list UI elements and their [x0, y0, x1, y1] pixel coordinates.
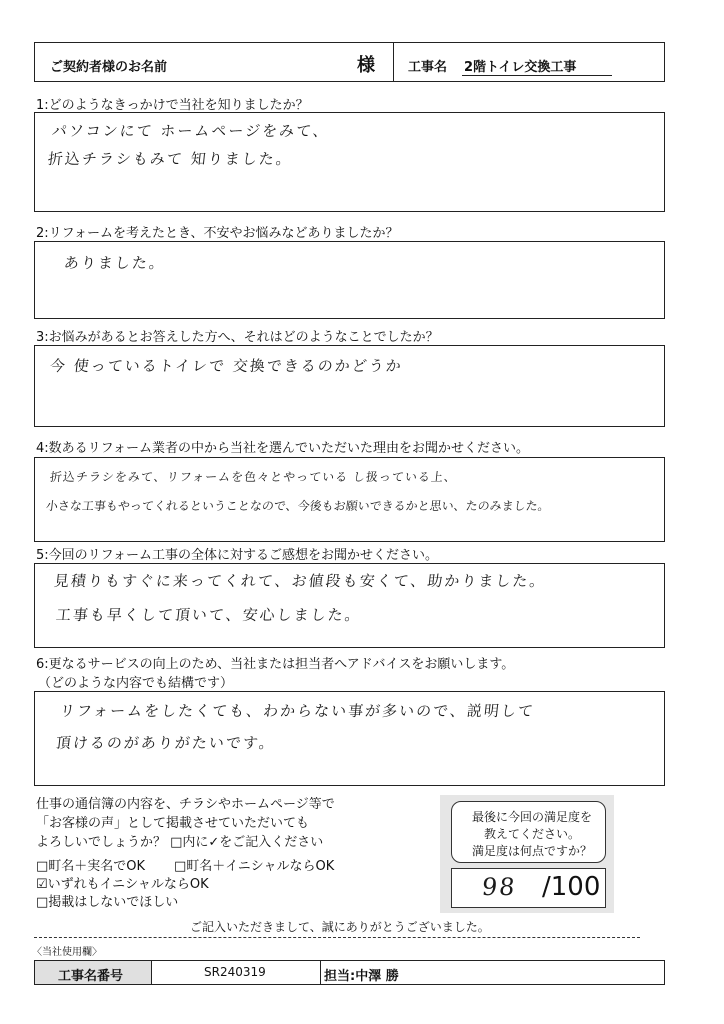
answer-2-line-1: ありました。	[63, 254, 167, 272]
consent-option-no-publish[interactable]: □掲載はしないでほしい	[36, 895, 179, 910]
consent-text-1: 仕事の通信簿の内容を、チラシやホームページ等で	[36, 797, 335, 812]
internal-use-label: 〈当社使用欄〉	[32, 947, 102, 958]
consent-option-initials-town[interactable]: □町名＋イニシャルならOK	[174, 859, 335, 874]
header-divider	[393, 42, 394, 82]
consent-option-initials[interactable]: ☑いずれもイニシャルならOK	[36, 877, 209, 892]
question-3-label: 3:お悩みがあるとお答えした方へ、それはどのようなことでしたか？	[36, 330, 439, 345]
footer-staff: 担当:中澤 勝	[324, 969, 399, 984]
answer-4-line-1: 折込チラシをみて、リフォームを色々とやっている し扱っている上、	[49, 470, 458, 484]
question-6-label: 6:更なるサービスの向上のため、当社または担当者へアドバイスをお願いします。	[36, 657, 515, 672]
question-6-sublabel: （どのような内容でも結構です）	[38, 676, 234, 691]
customer-name-label: ご契約者様のお名前	[50, 60, 168, 75]
footer-divider-1	[151, 960, 152, 985]
question-1-label: 1:どのようなきっかけで当社を知りましたか？	[36, 98, 309, 113]
consent-text-2: 「お客様の声」として掲載させていただいても	[36, 816, 310, 831]
work-name-underline	[462, 75, 612, 76]
answer-5-line-1: 見積りもすぐに来ってくれて、お値段も安くて、助かりました。	[53, 572, 548, 590]
satisfaction-prompt-3: 満足度は何点ですか？	[472, 844, 593, 858]
footer-divider-2	[320, 960, 321, 985]
consent-option-real-name[interactable]: □町名＋実名でOK	[36, 859, 146, 874]
satisfaction-max: /100	[542, 872, 601, 902]
consent-text-3: よろしいでしょうか？ □内に✓をご記入ください	[36, 835, 324, 850]
satisfaction-score: 98	[480, 873, 519, 901]
question-5-label: 5:今回のリフォーム工事の全体に対するご感想をお聞かせください。	[36, 548, 439, 563]
question-4-label: 4:数あるリフォーム業者の中から当社を選んでいただいた理由をお聞かせください。	[36, 441, 530, 456]
answer-6-line-2: 頂けるのがありがたいです。	[55, 734, 277, 752]
footer-code-label: 工事名番号	[58, 969, 124, 984]
answer-1-line-1: パソコンにて ホームページをみて、	[51, 122, 331, 140]
customer-name-sama: 様	[357, 55, 375, 76]
answer-6-line-1: リフォームをしたくても、わからない事が多いので、説明して	[59, 702, 536, 720]
question-2-label: 2:リフォームを考えたとき、不安やお悩みなどありましたか？	[36, 226, 399, 241]
answer-1-line-2: 折込チラシもみて 知りました。	[47, 150, 294, 168]
answer-5-line-2: 工事も早くして頂いて、安心しました。	[55, 606, 363, 624]
work-name-label: 工事名	[408, 60, 448, 75]
satisfaction-prompt-2: 教えてください。	[484, 827, 581, 841]
answer-3-line-1: 今 使っているトイレで 交換できるのかどうか	[49, 357, 404, 375]
thanks-message: ご記入いただきまして、誠にありがとうございました。	[190, 920, 490, 934]
footer-code-value: SR240319	[204, 965, 266, 979]
answer-4-line-2: 小さな工事もやってくれるということなので、今後もお願いできるかと思い、たのみました。	[45, 499, 551, 513]
satisfaction-prompt-1: 最後に今回の満足度を	[472, 810, 593, 824]
work-name-value: 2階トイレ交換工事	[464, 60, 577, 75]
cut-line	[34, 937, 640, 938]
